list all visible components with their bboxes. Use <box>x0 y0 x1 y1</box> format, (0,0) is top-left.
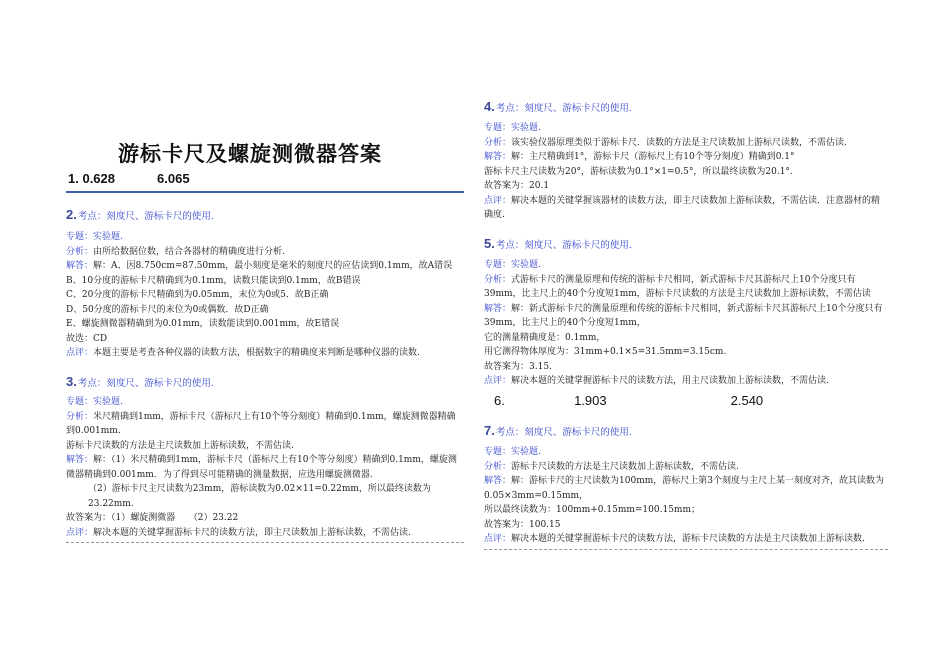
q2-fenxi: 由所给数据位数，结合各器材的精确度进行分析. <box>93 246 285 257</box>
q4-line: 游标卡尺主尺读数为20°，游标读数为0.1°×1=0.5°，所以最终读数为20.1°. <box>484 166 793 177</box>
q6-answer-a: 6. 1.903 <box>494 393 607 408</box>
q5-line: 它的测量精确度是：0.1mm， <box>484 332 606 343</box>
q2-line: D、50分度的游标卡尺的末位为0或偶数．故D正确 <box>66 304 269 315</box>
question-5: 5.考点：刻度尺、游标卡尺的使用. 专题：实验题. 分析：式游标卡尺的测量原理和传统的游标卡尺相同，新式游标卡尺其游标尺上10个分度只有39mm，比主尺上的40个分度短1mm，游标卡尺读数的方法是主尺读数加上游标读数，不需估读 解答：解：新式游标卡尺的测量原理和传统的游标卡尺相同，新式游标卡尺其游标尺上10个分度只有39mm，比主尺上的40个分度短1mm， 它的测量精确度是：0.1mm， 用它测得物体厚度为：31mm+0.1×5=31.5mm=3.15cm. 故答案为：3.15. 点评：解决本题的关键掌握游标卡尺的读数方法，用主尺读数加上游标读数，不需估读. <box>484 236 888 389</box>
q6-answer-b: 2.540 <box>730 393 764 408</box>
q7-line: 故答案为：100.15 <box>484 519 561 530</box>
q2-number: 2. <box>66 207 77 222</box>
q2-line: 故选：CD <box>66 333 108 344</box>
q4-zhuanti: 实验题. <box>511 123 541 133</box>
q4-dianping: 解决本题的关键掌握该器材的读数方法，即主尺读数加上游标读数，不需估读．注意器材的精确度. <box>484 195 881 220</box>
q5-line: 用它测得物体厚度为：31mm+0.1×5=31.5mm=3.15cm. <box>484 347 727 357</box>
q1-answers <box>68 171 232 186</box>
q7-dianping: 解决本题的关键掌握游标卡尺的读数方法，游标卡尺读数的方法是主尺读数加上游标读数. <box>511 534 865 544</box>
q2-jieda: 解：A、因8.750cm=87.50mm，最小刻度是毫米的刻度尺的应估读到0.1mm，故A错误 <box>93 261 453 271</box>
q5-number: 5. <box>484 236 495 251</box>
q3-line: 故答案为：（1）螺旋测微器 （2）23.22 <box>66 513 239 523</box>
q3-zhuanti: 实验题. <box>93 397 123 407</box>
q3-number: 3. <box>66 374 77 389</box>
q5-kaodian: 刻度尺、游标卡尺的使用. <box>524 240 632 251</box>
q3-divider <box>66 542 464 543</box>
q2-line: B、10分度的游标卡尺精确到为0.1mm，读数只能读到0.1mm，故B错误 <box>66 275 361 286</box>
q3-fenxi: 米尺精确到1mm，游标卡尺（游标尺上有10个等分刻度）精确到0.1mm，螺旋测微器精确到0.001mm. <box>66 411 456 436</box>
q4-number: 4. <box>484 99 495 114</box>
q7-zhuanti: 实验题. <box>511 447 541 457</box>
question-3: 3.考点：刻度尺、游标卡尺的使用. 专题：实验题. 分析：米尺精确到1mm，游标卡尺（游标尺上有10个等分刻度）精确到0.1mm，螺旋测微器精确到0.001mm. 游标卡尺读数的方法是主尺读数加上游标读数，不需估读. 解答：解：（1）米尺精确到1mm，游标卡尺（游标尺上有10个等分刻度）精确到0.1mm，螺旋测微器精确到0.001mm．为了得到尽可能精确的测量数据，应选用螺旋测微器. （2）游标卡尺主尺读数为23mm，游标读数为0.02×11=0.22mm，所以最终读数为23.22mm. 故答案为：（1）螺旋测微器 （2）23.22 点评：解决本题的关键掌握游标卡尺的读数方法，即主尺读数加上游标读数，不需估读. <box>66 374 464 543</box>
q1-answer-b: 6.065 <box>157 171 190 186</box>
q5-fenxi: 式游标卡尺的测量原理和传统的游标卡尺相同，新式游标卡尺其游标尺上10个分度只有39mm，比主尺上的40个分度短1mm，游标卡尺读数的方法是主尺读数加上游标读数，不需估读 <box>484 274 871 299</box>
q5-dianping: 解决本题的关键掌握游标卡尺的读数方法，用主尺读数加上游标读数，不需估读. <box>511 376 829 386</box>
question-2: 2.考点：刻度尺、游标卡尺的使用. 专题：实验题. 分析：由所给数据位数，结合各器材的精确度进行分析. 解答：解：A、因8.750cm=87.50mm，最小刻度是毫米的刻度尺的应估读到0.1mm，故A错误 B、10分度的游标卡尺精确到为0.1mm，读数只能读到0.1mm，故B错误 C、20分度的游标卡尺精确到为0.05mm，末位为0或5．故B正确 D、50分度的游标卡尺的末位为0或偶数．故D正确 E、螺旋测微器精确到为0.01mm，读数能读到0.001mm，故E错误 故选：CD 点评：本题主要是考查各种仪器的读数方法，根据数字的精确度来判断是哪种仪器的读数. <box>66 207 464 361</box>
q7-fenxi: 游标卡尺读数的方法是主尺读数加上游标读数，不需估读. <box>511 461 739 472</box>
q3-kaodian: 刻度尺、游标卡尺的使用. <box>106 378 214 389</box>
q7-divider <box>484 549 888 550</box>
q2-dianping: 本题主要是考查各种仪器的读数方法，根据数字的精确度来判断是哪种仪器的读数. <box>93 348 420 358</box>
q4-kaodian: 刻度尺、游标卡尺的使用. <box>524 103 632 114</box>
question-4: 4.考点：刻度尺、游标卡尺的使用. 专题：实验题. 分析：该实验仪器原理类似于游标卡尺．读数的方法是主尺读数加上游标尺读数，不需估读. 解答：解：主尺精确到1°，游标卡尺（游标尺上有10个等分刻度）精确到0.1° 游标卡尺主尺读数为20°，游标读数为0.1°×1=0.5°，所以最终读数为20.1°. 故答案为：20.1 点评：解决本题的关键掌握该器材的读数方法，即主尺读数加上游标读数，不需估读．注意器材的精确度. <box>484 99 888 223</box>
q3-dianping: 解决本题的关键掌握游标卡尺的读数方法，即主尺读数加上游标读数，不需估读. <box>93 527 411 538</box>
q4-fenxi: 该实验仪器原理类似于游标卡尺．读数的方法是主尺读数加上游标尺读数，不需估读. <box>511 137 847 148</box>
q6-answers <box>494 393 825 408</box>
q7-line: 所以最终读数为：100mm+0.15mm=100.15mm； <box>484 505 700 515</box>
q7-jieda: 解：游标卡尺的主尺读数为100mm，游标尺上第3个刻度与主尺上某一刻度对齐，故其读数为0.05×3mm=0.15mm， <box>484 476 884 501</box>
q2-kaodian: 刻度尺、游标卡尺的使用. <box>106 211 214 222</box>
q1-answer-a: 1. 0.628 <box>68 171 116 186</box>
q2-line: C、20分度的游标卡尺精确到为0.05mm，末位为0或5．故B正确 <box>66 290 329 300</box>
q7-number: 7. <box>484 423 495 438</box>
q3-jieda: 解：（1）米尺精确到1mm，游标卡尺（游标尺上有10个等分刻度）精确到0.1mm，螺旋测微器精确到0.001mm．为了得到尽可能精确的测量数据，应选用螺旋测微器. <box>66 455 457 480</box>
q2-line: E、螺旋测微器精确到为0.01mm，读数能读到0.001mm，故E错误 <box>66 319 340 329</box>
q5-line: 故答案为：3.15. <box>484 361 552 372</box>
q2-zhuanti: 实验题. <box>93 232 123 242</box>
title-divider <box>66 191 464 193</box>
page-title: 游标卡尺及螺旋测微器答案 <box>118 141 382 166</box>
q4-jieda: 解：主尺精确到1°，游标卡尺（游标尺上有10个等分刻度）精确到0.1° <box>511 152 795 162</box>
q5-jieda: 解：新式游标卡尺的测量原理和传统的游标卡尺相同，新式游标卡尺其游标尺上10个分度只有39mm，比主尺上的40个分度短1mm， <box>484 303 883 328</box>
q7-kaodian: 刻度尺、游标卡尺的使用. <box>524 427 632 438</box>
q3-line: （2）游标卡尺主尺读数为23mm，游标读数为0.02×11=0.22mm，所以最终读数为23.22mm. <box>88 484 431 509</box>
question-7: 7.考点：刻度尺、游标卡尺的使用. 专题：实验题. 分析：游标卡尺读数的方法是主尺读数加上游标读数，不需估读. 解答：解：游标卡尺的主尺读数为100mm，游标尺上第3个刻度与主尺上某一刻度对齐，故其读数为0.05×3mm=0.15mm， 所以最终读数为：100mm+0.15mm=100.15mm； 故答案为：100.15 点评：解决本题的关键掌握游标卡尺的读数方法，游标卡尺读数的方法是主尺读数加上游标读数. <box>484 423 888 550</box>
q4-line: 故答案为：20.1 <box>484 181 550 191</box>
q3-line: 游标卡尺读数的方法是主尺读数加上游标读数，不需估读. <box>66 440 294 451</box>
q5-zhuanti: 实验题. <box>511 260 541 270</box>
